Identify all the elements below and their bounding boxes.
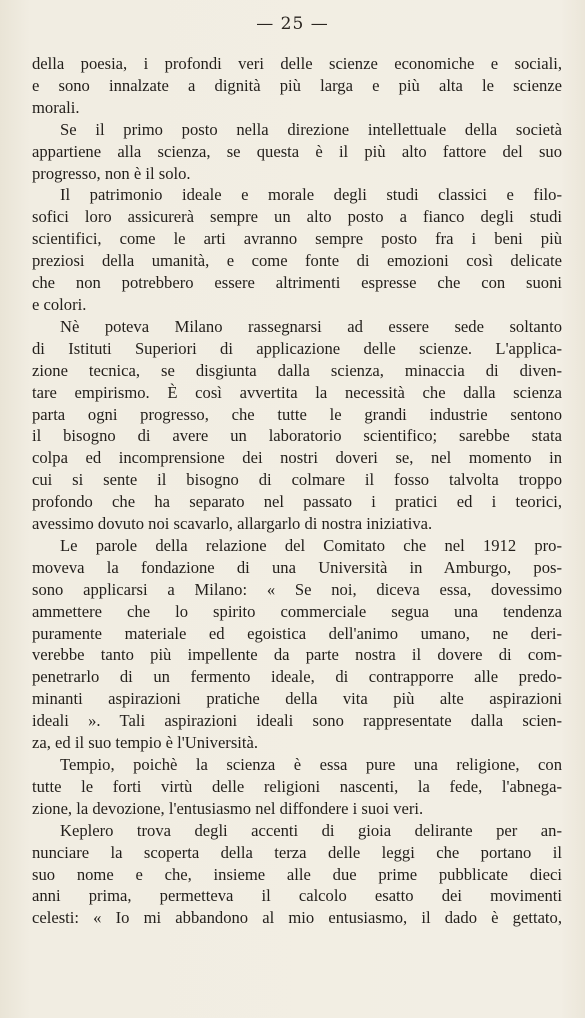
text-line: tare empirismo. È così avvertita la necessità che dalla scienza xyxy=(32,382,562,402)
paragraph xyxy=(32,316,562,535)
text-line: suo nome e che, insieme alle due prime pubblicate dieci xyxy=(32,864,562,884)
paragraph xyxy=(32,119,562,185)
text-line: preziosi della umanità, e come fonte di emozioni così delicate xyxy=(32,251,562,271)
paragraph xyxy=(32,535,562,754)
text-line: Keplero trova degli accenti di gioia delirante per an- xyxy=(60,820,562,840)
text-line: colpa ed incomprensione dei nostri doveri se, nel momento in xyxy=(32,448,562,468)
text-line: avessimo dovuto noi scavarlo, allargarlo di nostra iniziativa. xyxy=(32,514,433,534)
text-line: Il patrimonio ideale e morale degli studi classici e filo- xyxy=(60,185,562,205)
body-text xyxy=(32,53,562,929)
paragraph xyxy=(32,820,562,930)
text-line: e colori. xyxy=(32,294,87,314)
paragraph xyxy=(32,184,562,315)
text-line: profondo che ha separato nel passato i pratici ed i teorici, xyxy=(32,492,562,512)
text-line: Le parole della relazione del Comitato che nel 1912 pro- xyxy=(60,535,562,555)
text-line: anni prima, permetteva il calcolo esatto dei movimenti xyxy=(32,886,562,906)
text-line: penetrarlo di un fermento ideale, di contrapporre alle predo- xyxy=(32,667,562,687)
text-line: moveva la fondazione di una Università in Amburgo, pos- xyxy=(32,557,562,577)
text-line: scientifici, come le arti avranno sempre posto fra i beni più xyxy=(32,229,562,249)
text-line: e sono innalzate a dignità più larga e più alta le scienze xyxy=(32,75,562,95)
text-line: il bisogno di avere un laboratorio scientifico; sarebbe stata xyxy=(32,426,562,446)
text-line: tutte le forti virtù delle religioni nascenti, la fede, l'abnega- xyxy=(32,776,562,796)
text-line: parta ogni progresso, che tutte le grandi industrie sentono xyxy=(32,404,562,424)
paragraph xyxy=(32,53,562,119)
paragraph xyxy=(32,754,562,820)
text-line: ammettere che lo spirito commerciale segua una tendenza xyxy=(32,601,562,621)
text-line: nunciare la scoperta della terza delle leggi che portano il xyxy=(32,842,562,862)
text-line: celesti: « Io mi abbandono al mio entusiasmo, il dado è gettato, xyxy=(32,908,562,928)
text-line: che non potrebbero essere altrimenti espresse che con suoni xyxy=(32,273,562,293)
text-line: ideali ». Tali aspirazioni ideali sono rappresentate dalla scien- xyxy=(32,711,562,731)
text-line: zione, la devozione, l'entusiasmo nel diffondere i suoi veri. xyxy=(32,798,424,818)
text-line: verebbe tanto più impellente da parte nostra il dovere di com- xyxy=(32,645,562,665)
text-line: za, ed il suo tempio è l'Università. xyxy=(32,733,259,753)
text-line: Nè poteva Milano rassegnarsi ad essere sede soltanto xyxy=(60,316,562,336)
text-line: cui si sente il bisogno di colmare il fosso talvolta troppo xyxy=(32,470,562,490)
text-line: di Istituti Superiori di applicazione delle scienze. L'applica- xyxy=(32,338,562,358)
text-line: della poesia, i profondi veri delle scienze economiche e sociali, xyxy=(32,54,562,73)
text-line: Tempio, poichè la scienza è essa pure una religione, con xyxy=(60,755,562,774)
text-line: zione tecnica, se disgiunta dalla scienza, minaccia di diven- xyxy=(32,360,562,380)
text-line: morali. xyxy=(32,97,80,117)
text-line: progresso, non è il solo. xyxy=(32,163,191,183)
page-number: — 25 — xyxy=(256,14,329,34)
text-line: puramente materiale ed egoistica dell'animo umano, ne deri- xyxy=(32,623,562,643)
text-line: minanti aspirazioni pratiche della vita più alte aspirazioni xyxy=(32,689,562,709)
text-line: Se il primo posto nella direzione intellettuale della società xyxy=(60,119,562,139)
text-line: sofici loro assicurerà sempre un alto posto a fianco degli studi xyxy=(32,207,562,227)
text-line: appartiene alla scienza, se questa è il più alto fattore del suo xyxy=(32,141,562,161)
text-line: sono applicarsi a Milano: « Se noi, diceva essa, dovessimo xyxy=(32,579,562,599)
